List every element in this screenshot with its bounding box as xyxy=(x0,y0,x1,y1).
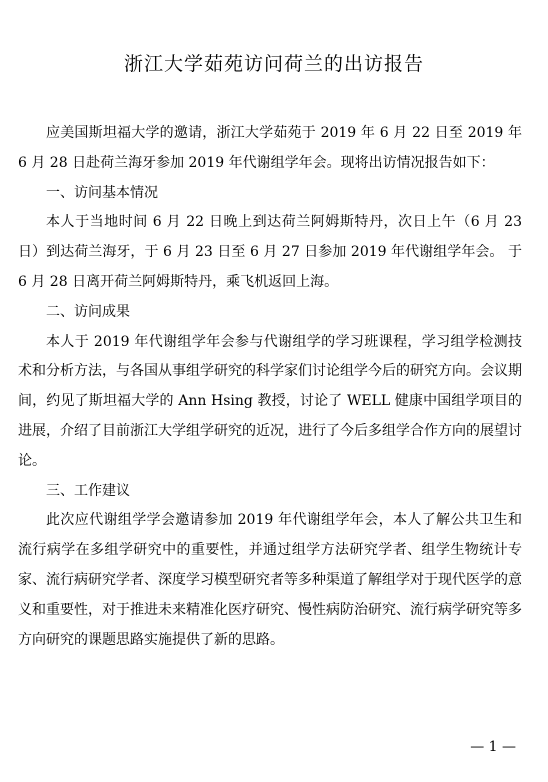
section-body-results: 本人于 2019 年代谢组学年会参与代谢组学的学习班课程，学习组学检测技术和分析方法，与各国从事组学研究的科学家们讨论组学今后的研究方向。会议期间，约见了斯坦福大学的 Ann Hsing 教授，讨论了 WELL 健康中国组学项目的进展，介绍了目前浙江大学组学研究的近况，进行了今后多组学合作方向的展望讨论。 xyxy=(18,333,522,469)
section-heading-suggestions: 三、工作建议 xyxy=(46,482,130,499)
section-heading-basic-info: 一、访问基本情况 xyxy=(46,184,158,201)
page-number: — 1 — xyxy=(470,739,516,755)
section-body-suggestions: 此次应代谢组学学会邀请参加 2019 年代谢组学年会，本人了解公共卫生和流行病学在多组学研究中的重要性，并通过组学方法研究学者、组学生物统计专家、流行病研究学者、深度学习模型研究者等多种渠道了解组学对于现代医学的意义和重要性，对于推进未来精准化医疗研究、慢性病防治研究、流行病学研究等多方向研究的课题思路实施提供了新的思路。 xyxy=(18,512,522,648)
section-heading-results: 二、访问成果 xyxy=(46,303,130,320)
document-body xyxy=(18,119,522,655)
document-title: 浙江大学茹苑访问荷兰的出访报告 xyxy=(123,53,424,75)
section-body-basic-info: 本人于当地时间 6 月 22 日晚上到达荷兰阿姆斯特丹，次日上午（6 月 23 日）到达荷兰海牙，于 6 月 23 日至 6 月 27 日参加 2019 年代谢组学年会。 于 6 月 28 日离开荷兰阿姆斯特丹，乘飞机返回上海。 xyxy=(18,214,522,290)
intro-paragraph: 应美国斯坦福大学的邀请，浙江大学茹苑于 2019 年 6 月 22 日至 2019 年 6 月 28 日赴荷兰海牙参加 2019 年代谢组学年会。现将出访情况报告如下： xyxy=(18,125,522,171)
